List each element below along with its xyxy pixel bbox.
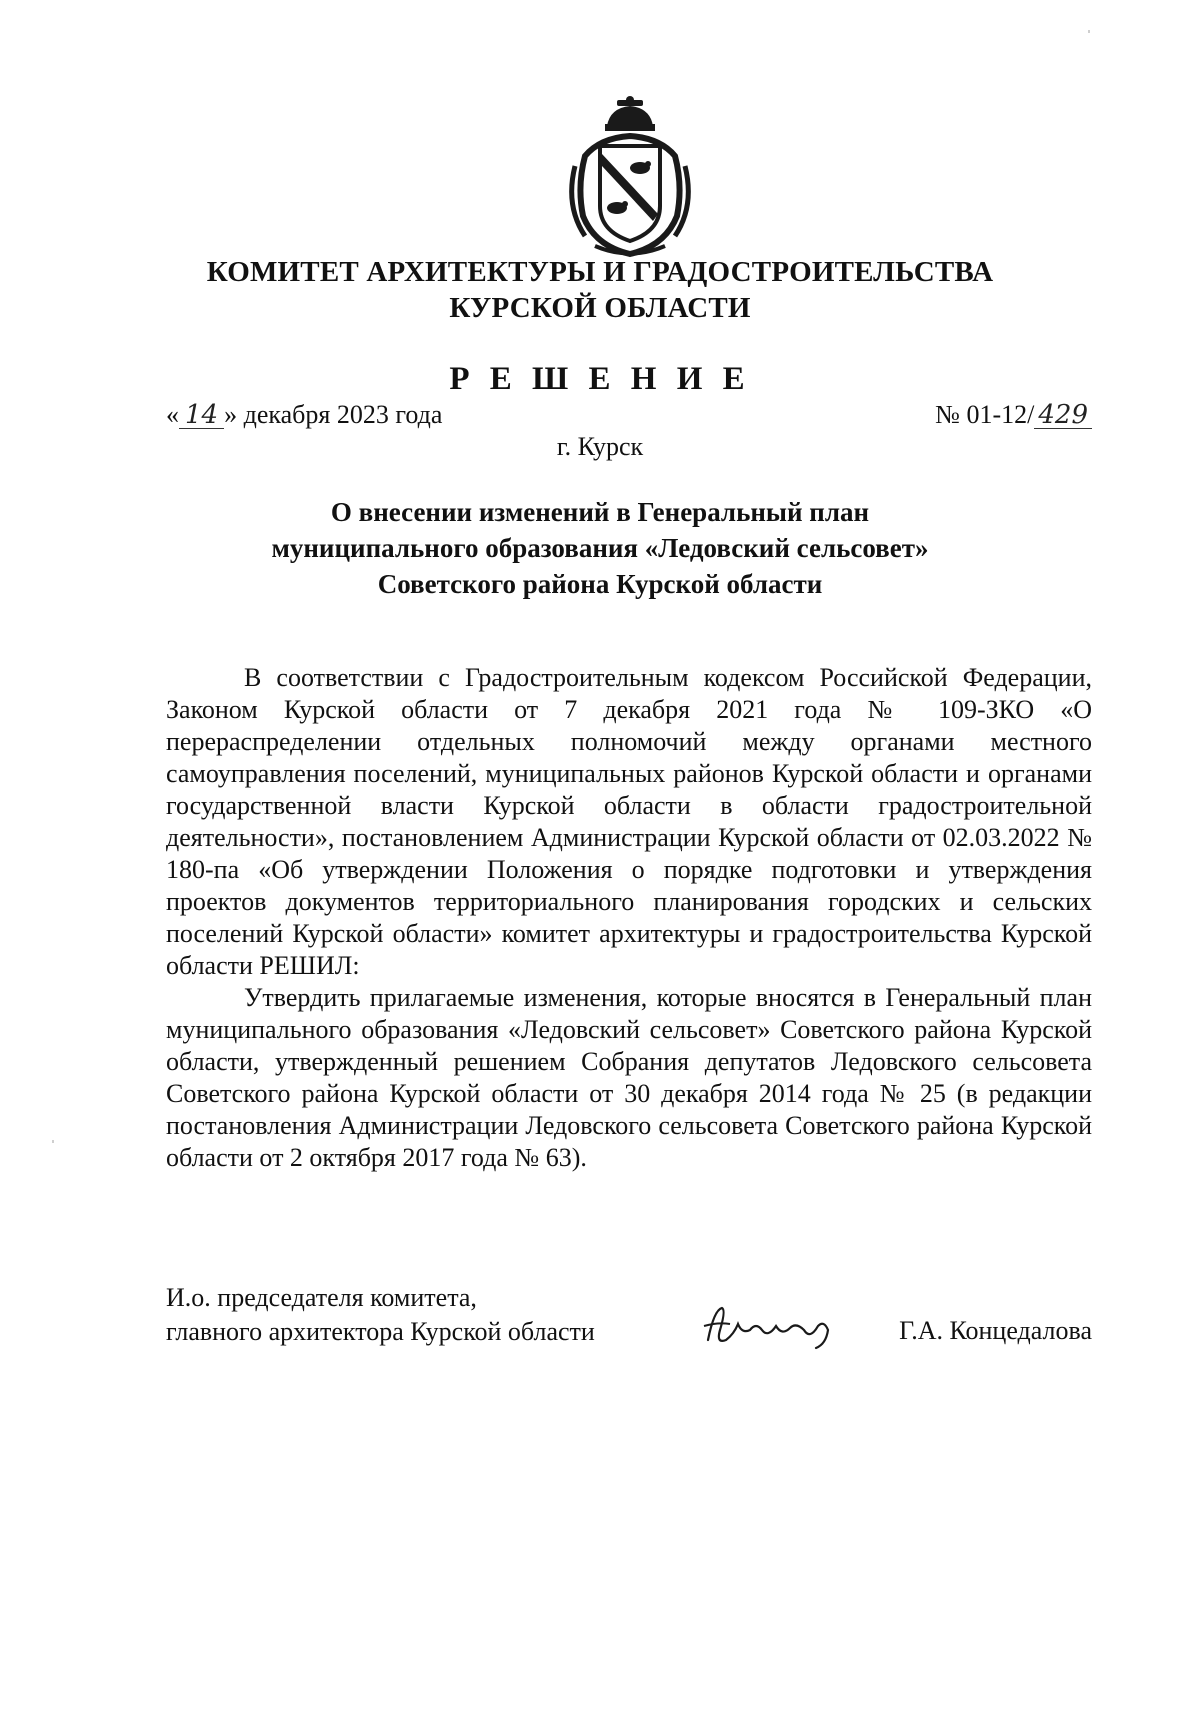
number-prefix: № 01-12/	[935, 400, 1035, 429]
document-number	[935, 400, 1092, 430]
signatory-position	[166, 1281, 595, 1349]
date-day-handwritten: 14	[179, 402, 224, 429]
body-paragraph-1: В соответствии с Градостроительным кодексом Российской Федерации, Законом Курской области от 7 декабря 2021 года № 109-ЗКО «О перераспределении отдельных полномочий между органами местного самоуправления поселений, муниципальных районов Курской области и органами государственной власти Курской области в области градостроительной деятельности», постановлением Администрации Курской области от 02.03.2022 № 180-па «Об утверждении Положения о порядке подготовки и утверждения проектов документов территориального планирования городских и сельских поселений Курской области» комитет архитектуры и градостроительства Курской области РЕШИЛ:	[166, 663, 1092, 980]
handwritten-signature	[700, 1300, 840, 1356]
document-body	[166, 662, 1092, 1174]
date-month-year: » декабря 2023 года	[224, 400, 443, 429]
position-line-1: И.о. председателя комитета,	[166, 1283, 477, 1312]
document-date	[166, 400, 442, 430]
position-line-2: главного архитектора Курской области	[166, 1317, 595, 1346]
subject-line-3: Советского района Курской области	[377, 569, 823, 599]
document-city: г. Курск	[556, 432, 644, 461]
signatory-name: Г.А. Концедалова	[899, 1316, 1092, 1345]
organization-name-line-2: КУРСКОЙ ОБЛАСТИ	[449, 292, 751, 324]
number-handwritten: 429	[1034, 402, 1092, 429]
scan-artifact	[1088, 30, 1090, 33]
organization-name-line-1: КОМИТЕТ АРХИТЕКТУРЫ И ГРАДОСТРОИТЕЛЬСТВА	[206, 256, 994, 288]
document-subject	[0, 494, 1200, 602]
body-paragraph-2: Утвердить прилагаемые изменения, которые вносятся в Генеральный план муниципального образования «Ледовский сельсовет» Советского района Курской области, утвержденный решением Собрания депутатов Ледовского сельсовета Советского района Курской области от 30 декабря 2014 года № 25 (в редакции постановления Администрации Ледовского сельсовета Советского района Курской области от 2 октября 2017 года № 63).	[166, 983, 1092, 1172]
document-type-title: Р Е Ш Е Н И Е	[449, 361, 751, 397]
subject-line-2: муниципального образования «Ледовский сельсовет»	[271, 533, 929, 563]
scan-artifact	[52, 1140, 54, 1143]
date-open-quote: «	[166, 400, 179, 429]
subject-line-1: О внесении изменений в Генеральный план	[330, 497, 870, 527]
coat-of-arms-icon	[555, 96, 705, 261]
